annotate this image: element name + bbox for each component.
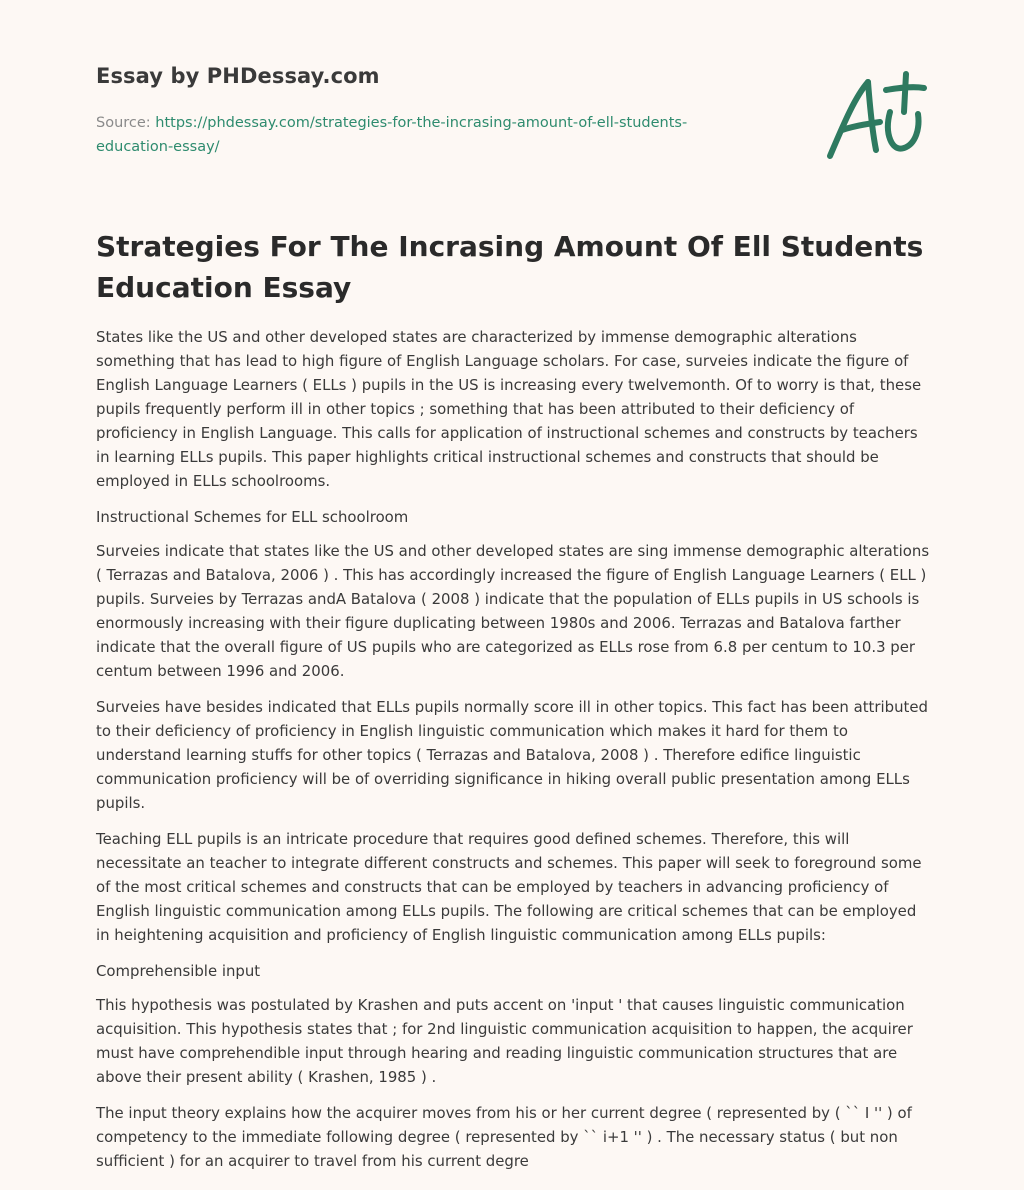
source-label: Source: xyxy=(96,115,156,131)
essay-paragraph: States like the US and other developed states are characterized by immense demographic alterations something that has lead to high figure of English Language scholars. For case, surveies indicate the figure of English Language Learners ( ELLs ) pupils in the US is increasing every twelvemonth. Of to worry is that, these pupils frequently perform ill in other topics ; something that has been attributed to their deficiency of proficiency in English Language. This calls for application of instructional schemes and constructs by teachers in learning ELLs pupils. This paper highlights critical instructional schemes and constructs that should be employed in ELLs schoolrooms. xyxy=(96,328,922,490)
section-heading: Comprehensible input xyxy=(96,962,261,980)
essay-paragraph: Teaching ELL pupils is an intricate procedure that requires good defined schemes. Therefore, this will necessitate an teacher to integrate different constructs and schemes. This paper will seek to foreground some of the most critical schemes and constructs that can be employed by teachers in advancing proficiency of English linguistic communication among ELLs pupils. The following are critical schemes that can be employed in heightening acquisition and proficiency of English linguistic communication among ELLs pupils: xyxy=(96,830,922,944)
section-heading: Instructional Schemes for ELL schoolroom xyxy=(96,508,409,526)
essay-paragraph: This hypothesis was postulated by Krashen and puts accent on 'input ' that causes linguistic communication acquisition. This hypothesis states that ; for 2nd linguistic communication acquisition to happen, the acquirer must have comprehendible input through hearing and reading linguistic communication structures that are above their present ability ( Krashen, 1985 ) . xyxy=(96,996,913,1086)
essay-paragraph: Surveies indicate that states like the US and other developed states are sing immense demographic alterations ( Terrazas and Batalova, 2006 ) . This has accordingly increased the figure of English Language Learners ( ELL ) pupils. Surveies by Terrazas andA Batalova ( 2008 ) indicate that the population of ELLs pupils in US schools is enormously increasing with their figure duplicating between 1980s and 2006. Terrazas and Batalova farther indicate that the overall figure of US pupils who are categorized as ELLs rose from 6.8 per centum to 10.3 per centum between 1996 and 2006. xyxy=(96,542,930,680)
essay-title: Strategies For The Incrasing Amount Of Ell Students Education Essay xyxy=(96,230,924,304)
essay-paragraph: The input theory explains how the acquirer moves from his or her current degree ( represented by ( `` I '' ) of competency to the immediate following degree ( represented by `` i+1 '' ) . The necessary status ( but non sufficient ) for an acquirer to travel from his current degre xyxy=(96,1104,912,1170)
site-title: Essay by PHDessay.com xyxy=(96,64,380,88)
essay-paragraph: Surveies have besides indicated that ELLs pupils normally score ill in other topics. This fact has been attributed to their deficiency of proficiency in English linguistic communication which makes it hard for them to understand learning stuffs for other topics ( Terrazas and Batalova, 2008 ) . Therefore edifice linguistic communication proficiency will be of overriding significance in hiking overall public presentation among ELLs pupils. xyxy=(96,698,928,812)
source-link[interactable]: https://phdessay.com/strategies-for-the-incrasing-amount-of-ell-students-education-essay/ xyxy=(96,115,688,155)
a-plus-logo-icon xyxy=(820,68,930,166)
source-line xyxy=(96,111,736,159)
essay-content xyxy=(96,325,932,1185)
